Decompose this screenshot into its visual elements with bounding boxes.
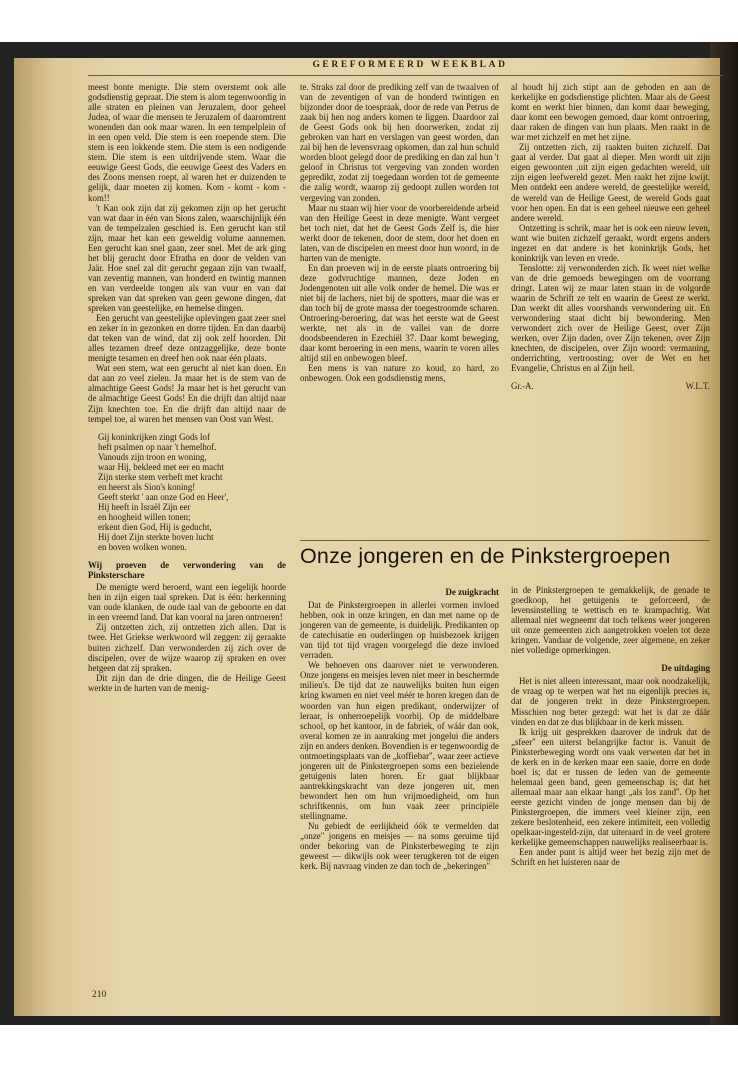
- paragraph: We behoeven ons daarover niet te verwonderen. Onze jongens en meisjes leven niet meer in beschermde milieu's. De tijd dat ze nauwelijks buiten hun eigen kring kwamen en niet veel méér te horen kregen dan de woorden van hun eigen predikant, onderwijzer of leraar, is onherroepelijk voorbij. Op de middelbare school, op het kantoor, in de fabriek, of wáár dan ook, overal komen ze in aanraking met jongelui die anders zijn en anders denken. Bovendien is er tegenwoordig de ontmoetingsplaats van de „koffiebar", waar zeer actieve jongeren uit de Pinkstergroepen soms een bezielende getuigenis laten horen. Er gaat blijkbaar aantrekkingskracht van deze jongeren uit, men bewondert hen om hun vrijmoedigheid, om hun schriftkennis, om hun vaak zeer principiële stellingname.: [300, 660, 499, 822]
- poem-line: Zijn sterke stem verheft met kracht: [98, 471, 223, 482]
- article-rule: [300, 540, 710, 541]
- column-2: [300, 82, 499, 383]
- poem-line: en heerst als Sion's koning!: [98, 481, 196, 492]
- paragraph: meest bonte menigte. Die stem overstemt ook alle godsdienstig gepraat. Die stem is alom tegenwoordig in alle straten en pleinen van Jeruzalem, door geheel Judea, of waar die mensen te Jeruzalem of daaromtrent wonenden dan ook maar waren. In een tempelplein of in een open veld. Die stem is een roepende stem. Die stem is een lokkende stem. Die stem is een nodigende stem. Die stem is een uitdrijvende stem. Waar die eeuwige Geest Gods, die eeuwige Geest des Vaders en des Zoons mensen roept, al waren het er duizenden te gelijk, daar moeten zij komen. Kom - komt - kom - kom!!: [88, 82, 286, 203]
- article-subheading: De uitdaging: [661, 663, 710, 674]
- paragraph: Maar nu staan wij hier voor de voorbereidende arbeid van den Heilige Geest in deze menigte. Want vergeet het toch niet, dat het de Geest Gods Zelf is, die hier werkt door de tekenen, door de stem, door het doen en laten, van de discipelen en meest door hun woord, in de harten van de menigte.: [300, 202, 499, 263]
- column-3: [511, 82, 710, 391]
- masthead-rule: [88, 75, 723, 76]
- article-subheading: De zuigkracht: [445, 587, 499, 597]
- psalm-verse: [88, 432, 286, 553]
- paragraph: te. Straks zal door de prediking zelf van de twaalven of van de zeventigen of van de honderd twintigen en bijzonder door de toespraak, door de rede van Petrus de zaak bij hen nog anders komen te liggen. Daardoor zal de Geest Gods ook bij hen doorwerken, zodat zij gebroken van hart en verslagen van geest worden, dan zal bij hen de levensvraag opkomen, dan zal hun schuld worden bloot gelegd door de prediking en dan zal hun 't geloof in Christus tot vergeving van zonden worden gepredikt, zodat zij toegedaan worden tot de gemeente die zalig wordt, waarop zij gedoopt zullen worden tot vergeving van zonden.: [300, 82, 499, 203]
- poem-line: erkent dien God, Hij is geducht,: [98, 522, 212, 533]
- paragraph: Zij ontzetten zich, zij ontzetten zich allen. Dat is twee. Het Griekse werkwoord wil zeggen: zij geraakte buiten zichzelf. Dan verwonderden zij zich over de discipelen, over de wijze waarop zij spraken en over hetgeen dat zij spraken.: [88, 622, 286, 673]
- article-column-2: [511, 585, 710, 867]
- paragraph: Wat een stem, wat een gerucht al niet kan doen. En dat aan zo veel zielen. Ja maar het is de stem van de almachtige Geest Gods! Ja maar het is het gerucht van de almachtige Geest Gods! En die drijft dan altijd naar Zijn knechten toe. En die drijft dan altijd naar de tempel toe, al waren het mensen van Oost van West.: [88, 363, 286, 424]
- paragraph: Het is niet alleen interessant, maar ook noodzakelijk, de vraag op te werpen wat het nu eigenlijk precies is, dat de jongeren trekt in deze Pinkstergroepen. Misschien nog beter gezegd: wat het is dat ze dáár vinden en dat ze dus blijkbaar in de kerk missen.: [511, 676, 710, 727]
- signature-line: [511, 381, 710, 391]
- paragraph: Ontzetting is schrik, maar het is ook een nieuw leven, want wie buiten zichzelf geraakt, wordt ergens anders ingezet en dat andere is het koninkrijk Gods, het koninkrijk van leven en vrede.: [511, 222, 710, 263]
- poem-line: heft psalmen op naar 't hemelhof.: [98, 441, 217, 452]
- poem-line: Hij doet Zijn sterkte boven lucht: [98, 532, 214, 543]
- paragraph: Dat de Pinkstergroepen in allerlei vormen invloed hebben, ook in onze kringen, en dan met name op de jongeren van de gemeente, is duidelijk. Predikanten op de catechisatie en ouderlingen op huisbezoek krijgen van tijd tot tijd vragen voorgelegd die deze invloed verraden.: [300, 600, 499, 661]
- paragraph: al houdt hij zich stipt aan de geboden en aan de kerkelijke en godsdienstige plichten. Maar als de Geest komt en werkt hier binnen, dan komt daar beweging, daar komt een bewogen gemoed, daar komt ontroering, daar raken de dingen van hun plaats. Men raakt in de war met zichzelf en met het zijne.: [511, 82, 710, 143]
- paragraph: Een ander punt is altijd weer het bezig zijn met de Schrift en het luisteren naar de: [511, 847, 710, 868]
- paragraph: Zij ontzetten zich, zij raakten buiten zichzelf. Dat gaat al verder. Dat gaat al dieper. Men wordt uit zijn eigen gewoonten ,uit zijn eigen gedachten wereld, uit zijn eigen leefwereld gezet. Men raakt het zijne kwijt. Men ontdekt een andere wereld, de geestelijke wereld, de wereld van de Heilige Geest, de wereld Gods gaat voor hen open. En dat is een geheel nieuwe een geheel andere wereld.: [511, 142, 710, 223]
- article-headline: Onze jongeren en de Pinkstergroepen: [300, 544, 671, 568]
- paragraph: Een gerucht van geestelijke oplevingen gaat zeer snel en zeker in in gezonken en dorre tijden. En dan daarbij dat teken van de wind, dat zij ook zelf hoorden. Dit alles tezamen dreef deze ontzaggelijke, deze bonte menigte tesamen en dreef hen ook naar één plaats.: [88, 313, 286, 364]
- column-1: [88, 82, 286, 693]
- paragraph: Nu gebiedt de eerlijkheid óók te vermelden dat „onze" jongens en meisjes — na soms geruime tijd onder bekoring van de Pinksterbeweging te zijn geweest — dikwijls ook weer terugkeren tot de eigen kerk. Bij navraag vinden ze dan toch de „bekeringen": [300, 821, 499, 872]
- section-subheading: Wij proeven de verwondering van de Pinksterschare: [88, 560, 286, 581]
- paragraph: in de Pinkstergroepen te gemakkelijk, de genade te goedkoop, het getuigenis te geforceerd, de levensinstelling te wettisch en te krampachtig. Wat allemaal niet wegneemt dat toch telkens weer jongeren uit onze gemeenten zich aangetrokken voelen tot deze kringen. Vandaar de volgende, zeer algemene, en zeker niet volledige opmerkingen.: [511, 585, 710, 656]
- page-number: 210: [92, 990, 107, 1000]
- poem-line: en hoogheid willen tonen;: [98, 511, 191, 522]
- poem-line: Gij koninkrijken zingt Gods lof: [98, 431, 210, 442]
- paragraph: Dit zijn dan de drie dingen, die de Heilige Geest werkte in de harten van de menig-: [88, 672, 286, 693]
- signature-author: W.L.T.: [685, 381, 710, 392]
- poem-line: Vanouds zijn troon en woning,: [98, 451, 207, 462]
- article-column-1: [300, 585, 499, 871]
- poem-line: en boven wolken wonen.: [98, 542, 187, 553]
- paragraph: Een mens is van nature zo koud, zo hard, zo onbewogen. Ook een godsdienstig mens,: [300, 363, 499, 384]
- paragraph: 't Kan ook zijn dat zij gekomen zijn op het gerucht van wat daar in één van Sions zalen, waarschijnlijk één van de tempelzalen geschied is. Een gerucht kan stil zijn, maar het kan een geweldig volume aannemen. Een gerucht kan snel gaan, zeer snel. Met de ark ging het blij gerucht door Efratha en door de velden van Jaär. Hoe snel zal dit gerucht gegaan zijn van twaalf, van zeventig mannen, van honderd en twintig mannen en van verdeelde tongen als van vuur en van dat spreken van dat spreken van geen gewone dingen, dat spreken van geestelijke, en hemelse dingen.: [88, 202, 286, 314]
- signature-location: Gr.-A.: [511, 381, 534, 392]
- masthead: GEREFORMEERD WEEKBLAD: [312, 60, 508, 70]
- paragraph: Tenslotte: zij verwonderden zich. Ik weet niet welke van de drie gemoeds bewegingen om de voorrang dringt. Laten wij ze maar laten staan in de volgorde waarin de Schrift ze telt en waarin de Geest ze werkt. Dan werkt dit alles voorshands verwondering uit. En verwondering staat dicht bij bewondering. Men verwondert zich over de Heilige Geest, over Zijn werken, over Zijn daden, over Zijn tekenen, over Zijn knechten, de discipelen, over Zijn woord: vermaning, onderrichting, vertroosting; over de Wet en het Evangelie, Christus en al Zijn heil.: [511, 262, 710, 374]
- paragraph: De menigte werd beroerd, want een iegelijk hoorde hen in zijn eigen taal spreken. Dat is één: herkenning van oude klanken, de oude taal van de geboorte en dat in een vreemd land. Dat kan vooral na jaren ontroeren!: [88, 582, 286, 623]
- poem-line: Geeft sterkt ' aan onze God en Heer',: [98, 491, 229, 502]
- paragraph: Ik krijg uit gesprekken daarover de indruk dat de „sfeer" een uiterst belangrijke factor is. Vanuit de Pinksterbeweging wordt ons vaak verweten dat het in de kerk en in de kerken maar een saaie, dorre en dode boel is; dat er tussen de leden van de gemeente helemaal geen band, geen gemeenschap is; dat het allemaal maar aan elkaar hangt „als los zand". Op het eerste gezicht vinden de jonge mensen dan bij de Pinkstergroepen, die immers veel kleiner zijn, een zekere beslotenheid, een zekere intimiteit, een volledig opelkaar-ingesteld-zijn, dat uiteraard in de veel grotere kerkelijke gemeenschappen nauwelijks realiseerbaar is.: [511, 726, 710, 848]
- paragraph: En dan proeven wij in de eerste plaats ontroering bij deze godvruchtige mannen, deze Joden en Jodengenoten uit alle volk onder de hemel. Die was er niet bij de lachers, niet bij de spotters, maar die was er dan toch bij de grote massa der toegestroomde scharen. Ontroering-beroering, dat was het eerste wat de Geest werkte, net als in de vallei van de dorre doodsbeenderen in Ezechiël 37. Daar komt beweging, daar komt beroering in een mens, waarin te voren alles altijd stil en onbewogen bleef.: [300, 262, 499, 364]
- poem-line: Hij heeft in Israël Zijn eer: [98, 501, 191, 512]
- poem-line: waar Hij, bekleed met eer en macht: [98, 461, 224, 472]
